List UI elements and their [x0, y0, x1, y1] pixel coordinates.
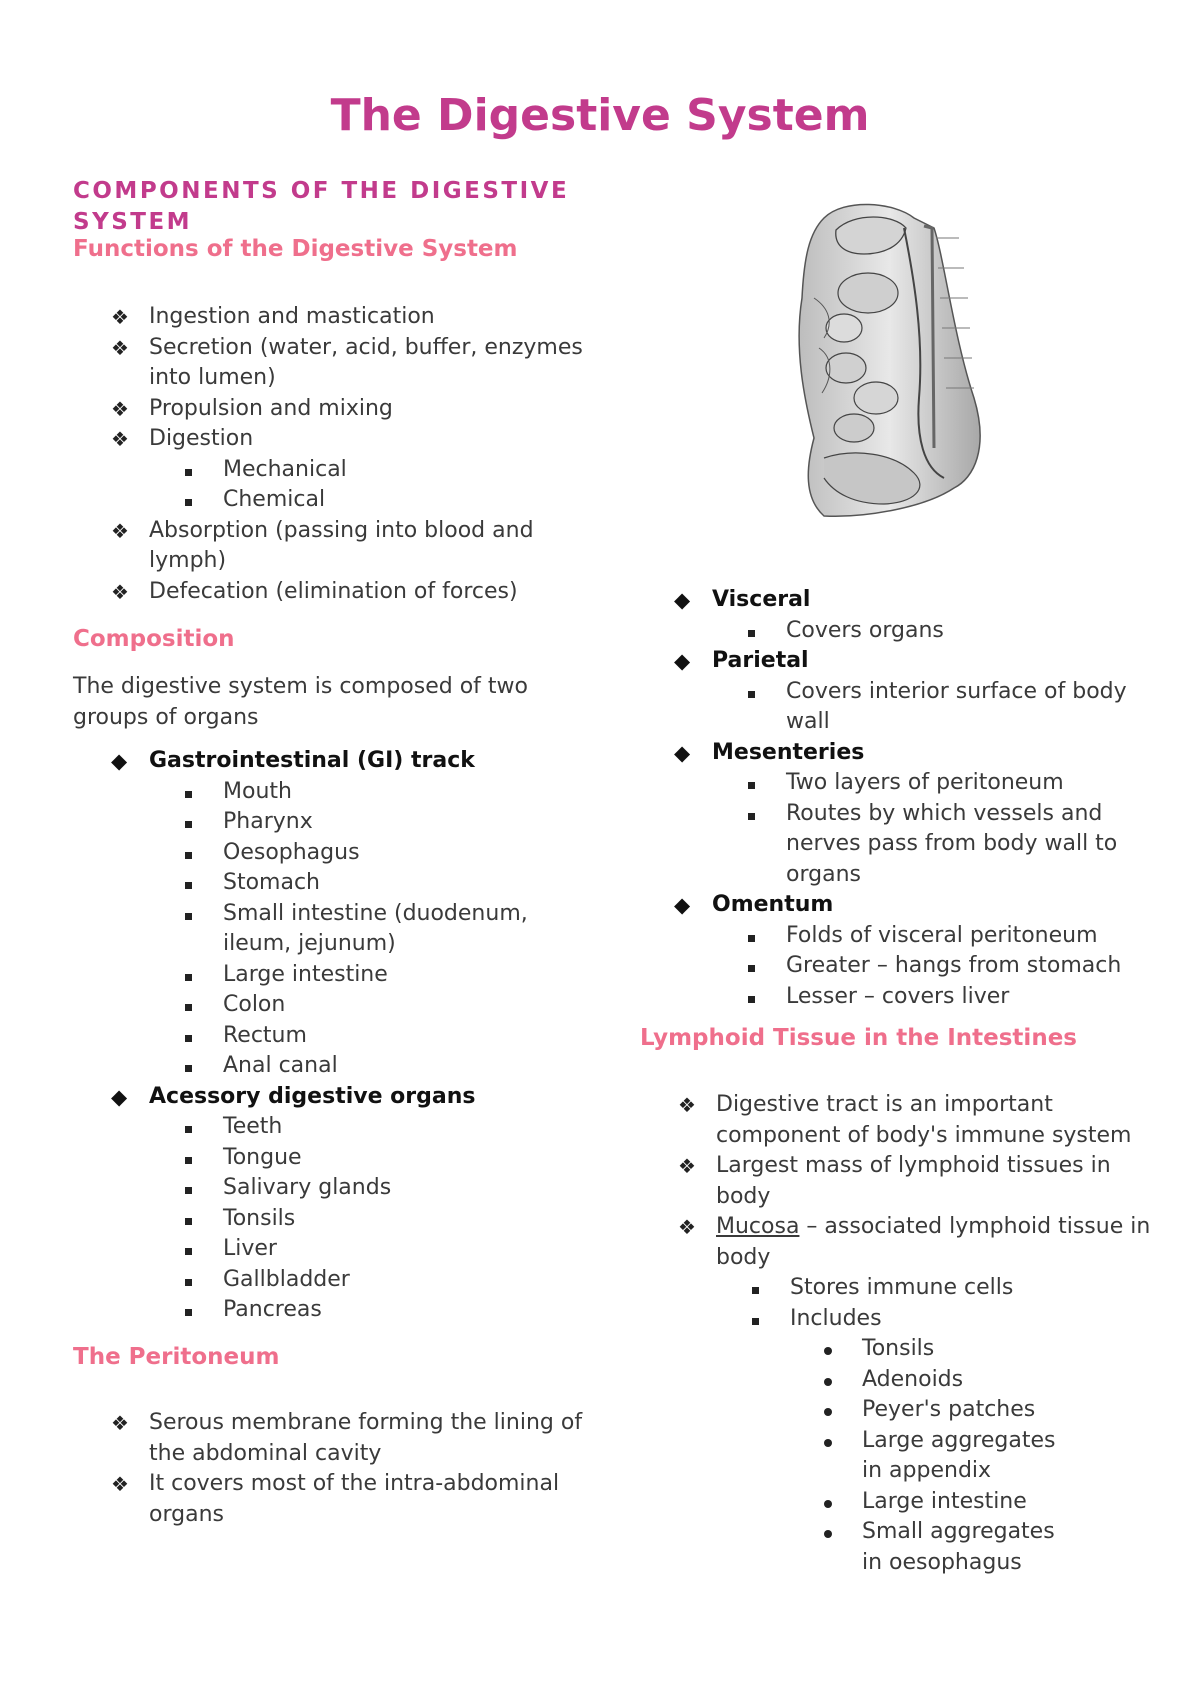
list-item: Teeth: [111, 1112, 611, 1143]
abdomen-cross-section-illustration: [784, 198, 984, 528]
list-item: Adenoids: [678, 1365, 1062, 1396]
round-bullet-icon: [824, 1378, 832, 1386]
square-bullet-icon: [185, 821, 192, 828]
list-item: Peyer's patches: [678, 1395, 1062, 1426]
round-bullet-icon: [824, 1530, 832, 1538]
diamond-bullet-icon: ❖: [111, 396, 129, 421]
list-item: ❖ Digestive tract is an important component of body's immune system: [678, 1092, 1132, 1148]
section-heading-components: COMPONENTS OF THE DIGESTIVE SYSTEM: [73, 178, 570, 235]
list-item: ◆ Mesenteries: [674, 738, 1154, 769]
diamond-solid-icon: ◆: [674, 740, 691, 765]
diamond-solid-icon: ◆: [674, 649, 691, 673]
list-item: Large intestine: [678, 1487, 1062, 1518]
round-bullet-icon: [824, 1347, 832, 1355]
list-item: Small intestine (duodenum, ileum, jejunum): [111, 899, 583, 960]
list-item: ❖ Absorption (passing into blood and lymph): [111, 517, 534, 573]
round-bullet-icon: [824, 1439, 832, 1447]
subheading-peritoneum: The Peritoneum: [73, 1344, 280, 1370]
square-bullet-icon: [748, 782, 755, 789]
list-item: ◆ Omentum: [674, 890, 1154, 921]
list-item: Large intestine: [111, 960, 611, 991]
list-item: ❖ Digestion: [111, 424, 611, 455]
peritoneum-list: [111, 1408, 611, 1530]
list-item: ❖ Serous membrane forming the lining of the abdominal cavity: [111, 1410, 583, 1466]
list-item: Pancreas: [111, 1295, 611, 1326]
square-bullet-icon: [185, 1218, 192, 1225]
diamond-bullet-icon: ❖: [111, 1472, 129, 1496]
square-bullet-icon: [185, 1187, 192, 1194]
diamond-solid-icon: ◆: [674, 588, 691, 612]
list-item: Chemical: [73, 485, 611, 516]
square-bullet-icon: [185, 1309, 192, 1316]
list-item: Includes: [678, 1304, 1158, 1335]
list-item: Tonsils: [678, 1334, 1062, 1365]
square-bullet-icon: [185, 1035, 192, 1042]
square-bullet-icon: [185, 469, 192, 476]
diamond-bullet-icon: ❖: [111, 335, 129, 360]
list-item: Greater – hangs from stomach: [674, 951, 1154, 982]
square-bullet-icon: [185, 499, 192, 506]
subheading-functions: Functions of the Digestive System: [73, 236, 518, 262]
composition-list: [111, 746, 611, 1326]
list-item: Salivary glands: [111, 1173, 611, 1204]
subheading-composition: Composition: [73, 626, 235, 652]
mucosa-term: Mucosa: [716, 1214, 800, 1239]
diamond-solid-icon: ◆: [111, 749, 128, 773]
list-item: ◆ Gastrointestinal (GI) track: [111, 746, 611, 777]
list-item: ❖ Largest mass of lymphoid tissues in body: [678, 1153, 1111, 1209]
list-item: ❖ It covers most of the intra-abdominal organs: [111, 1471, 560, 1527]
list-item: Tongue: [111, 1143, 611, 1174]
diamond-solid-icon: ◆: [674, 893, 691, 917]
square-bullet-icon: [748, 996, 755, 1003]
square-bullet-icon: [748, 935, 755, 942]
square-bullet-icon: [185, 882, 192, 889]
diamond-bullet-icon: ❖: [111, 579, 129, 604]
round-bullet-icon: [824, 1408, 832, 1416]
square-bullet-icon: [185, 1004, 192, 1011]
list-item: Lesser – covers liver: [674, 982, 1154, 1013]
square-bullet-icon: [185, 1248, 192, 1255]
list-item: ◆ Acessory digestive organs: [111, 1082, 611, 1113]
list-item: Liver: [111, 1234, 611, 1265]
square-bullet-icon: [748, 630, 755, 637]
list-item: Colon: [111, 990, 611, 1021]
list-item: ◆ Visceral: [674, 585, 1154, 616]
list-item: ❖ Ingestion and mastication: [111, 302, 611, 333]
list-item: Covers organs: [674, 616, 1154, 647]
list-item: ❖ Defecation (elimination of forces): [111, 577, 611, 608]
diamond-bullet-icon: ❖: [111, 305, 129, 329]
composition-intro: The digestive system is composed of two groups of organs: [73, 674, 528, 730]
list-item: ❖ Propulsion and mixing: [111, 394, 611, 425]
square-bullet-icon: [185, 974, 192, 981]
list-item: ❖ Mucosa – associated lymphoid tissue in body: [678, 1214, 1151, 1270]
lymphoid-list: [678, 1090, 1158, 1578]
diamond-bullet-icon: ❖: [678, 1215, 696, 1239]
square-bullet-icon: [752, 1318, 759, 1325]
square-bullet-icon: [752, 1287, 759, 1294]
list-item: Stomach: [111, 868, 611, 899]
square-bullet-icon: [185, 1157, 192, 1164]
square-bullet-icon: [185, 791, 192, 798]
functions-list: [111, 302, 611, 607]
peritoneum-parts-list: [674, 585, 1154, 1012]
diamond-bullet-icon: ❖: [678, 1154, 696, 1178]
subheading-lymphoid: Lymphoid Tissue in the Intestines: [640, 1025, 1077, 1051]
page-title: The Digestive System: [330, 90, 870, 141]
list-item: Anal canal: [111, 1051, 611, 1082]
square-bullet-icon: [748, 691, 755, 698]
list-item: Gallbladder: [111, 1265, 611, 1296]
square-bullet-icon: [185, 852, 192, 859]
round-bullet-icon: [824, 1500, 832, 1508]
list-item: Large aggregates in appendix: [678, 1426, 1062, 1487]
diamond-bullet-icon: ❖: [111, 1411, 129, 1435]
list-item: Pharynx: [111, 807, 611, 838]
list-item: Tonsils: [111, 1204, 611, 1235]
list-item: Folds of visceral peritoneum: [674, 921, 1154, 952]
diamond-bullet-icon: ❖: [111, 427, 129, 451]
diamond-solid-icon: ◆: [111, 1084, 128, 1109]
list-item: Oesophagus: [111, 838, 611, 869]
list-item: Two layers of peritoneum: [674, 768, 1154, 799]
list-item: Stores immune cells: [678, 1273, 1158, 1304]
list-item: Covers interior surface of body wall: [674, 677, 1154, 738]
list-item: Mechanical: [73, 455, 611, 486]
square-bullet-icon: [185, 1126, 192, 1133]
square-bullet-icon: [185, 1279, 192, 1286]
list-item: Small aggregates in oesophagus: [678, 1517, 1062, 1578]
square-bullet-icon: [185, 913, 192, 920]
square-bullet-icon: [185, 1065, 192, 1072]
square-bullet-icon: [748, 813, 755, 820]
diamond-bullet-icon: ❖: [678, 1093, 696, 1117]
diamond-bullet-icon: ❖: [111, 518, 129, 543]
list-item: Rectum: [111, 1021, 611, 1052]
list-item: ◆ Parietal: [674, 646, 1154, 677]
list-item: Routes by which vessels and nerves pass from body wall to organs: [674, 799, 1124, 891]
list-item: Mouth: [111, 777, 611, 808]
list-item: ❖ Secretion (water, acid, buffer, enzymes into lumen): [111, 334, 583, 390]
square-bullet-icon: [748, 965, 755, 972]
